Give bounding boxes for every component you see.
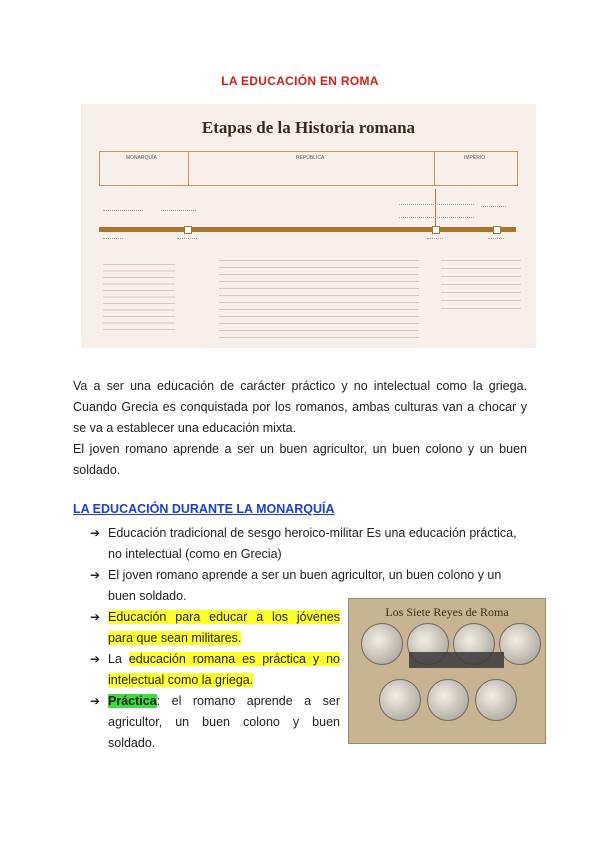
coin-portrait (379, 679, 421, 721)
bullet-text-highlighted: Práctica (108, 694, 157, 708)
timeline-note (399, 204, 474, 218)
list-item (90, 523, 527, 565)
timeline-column-center (219, 256, 419, 340)
timeline-periods-band (99, 151, 518, 186)
timeline-note (103, 210, 143, 221)
bullet-text-highlighted: Educación para educar a los jóvenes para que sean militares. (108, 610, 340, 645)
arrow-bullet-icon: ➔ (90, 568, 101, 582)
bullet-text: Educación tradicional de sesgo heroico-militar Es una educación práctica, no intelectual (como en Grecia) (108, 526, 517, 561)
list-item (90, 691, 340, 754)
period-divider (188, 152, 189, 185)
coin-portrait (361, 623, 403, 665)
timeline-figure (81, 104, 536, 348)
bullet-text: El joven romano aprende a ser un buen agricultor, un buen colono y un buen soldado. (108, 568, 502, 603)
timeline-column-left (103, 260, 175, 330)
timeline-marker (493, 226, 501, 234)
coin-portrait (427, 679, 469, 721)
timeline-note (177, 238, 197, 243)
section-heading-monarquia: LA EDUCACIÓN DURANTE LA MONARQUÍA (73, 502, 335, 516)
arrow-bullet-icon: ➔ (90, 652, 101, 666)
document-title: LA EDUCACIÓN EN ROMA (221, 74, 379, 88)
period-republica: REPÚBLICA (296, 155, 325, 161)
period-imperio: IMPERIO (464, 155, 486, 161)
bullet-text: : el romano aprende a ser agricultor, un buen colono y buen soldado. (108, 694, 340, 750)
list-item (90, 607, 340, 649)
timeline-note (488, 238, 504, 243)
coin-portrait (499, 623, 541, 665)
timeline-marker (184, 226, 192, 234)
arrow-bullet-icon: ➔ (90, 694, 101, 708)
image-overlay-bar (409, 652, 504, 668)
timeline-title: Etapas de la Historia romana (201, 118, 416, 137)
intro-paragraph-1: Va a ser una educación de carácter práctico y no intelectual como la griega. Cuando Grecia es conquistada por los romanos, ambas culturas van a chocar y se va a establecer una educación mixta. (73, 379, 527, 435)
seven-kings-image (348, 598, 546, 744)
timeline-column-right (441, 256, 521, 316)
timeline-note (481, 206, 506, 217)
period-monarquia: MONARQUÍA (126, 155, 157, 161)
kings-image-title: Los Siete Reyes de Roma (385, 605, 509, 619)
timeline-marker (432, 226, 440, 234)
intro-paragraph-2: El joven romano aprende a ser un buen agricultor, un buen colono y un buen soldado. (73, 442, 527, 477)
timeline-note (103, 238, 123, 243)
arrow-bullet-icon: ➔ (90, 610, 101, 624)
timeline-note (161, 210, 196, 217)
timeline-axis (99, 227, 516, 232)
period-divider (434, 152, 435, 185)
timeline-note (427, 238, 443, 243)
arrow-bullet-icon: ➔ (90, 526, 101, 540)
list-item (90, 649, 340, 691)
coin-portrait (475, 679, 517, 721)
bullet-text: La (108, 652, 129, 666)
bullet-text-highlighted: educación romana es práctica y no intelectual como la griega. (108, 652, 340, 687)
